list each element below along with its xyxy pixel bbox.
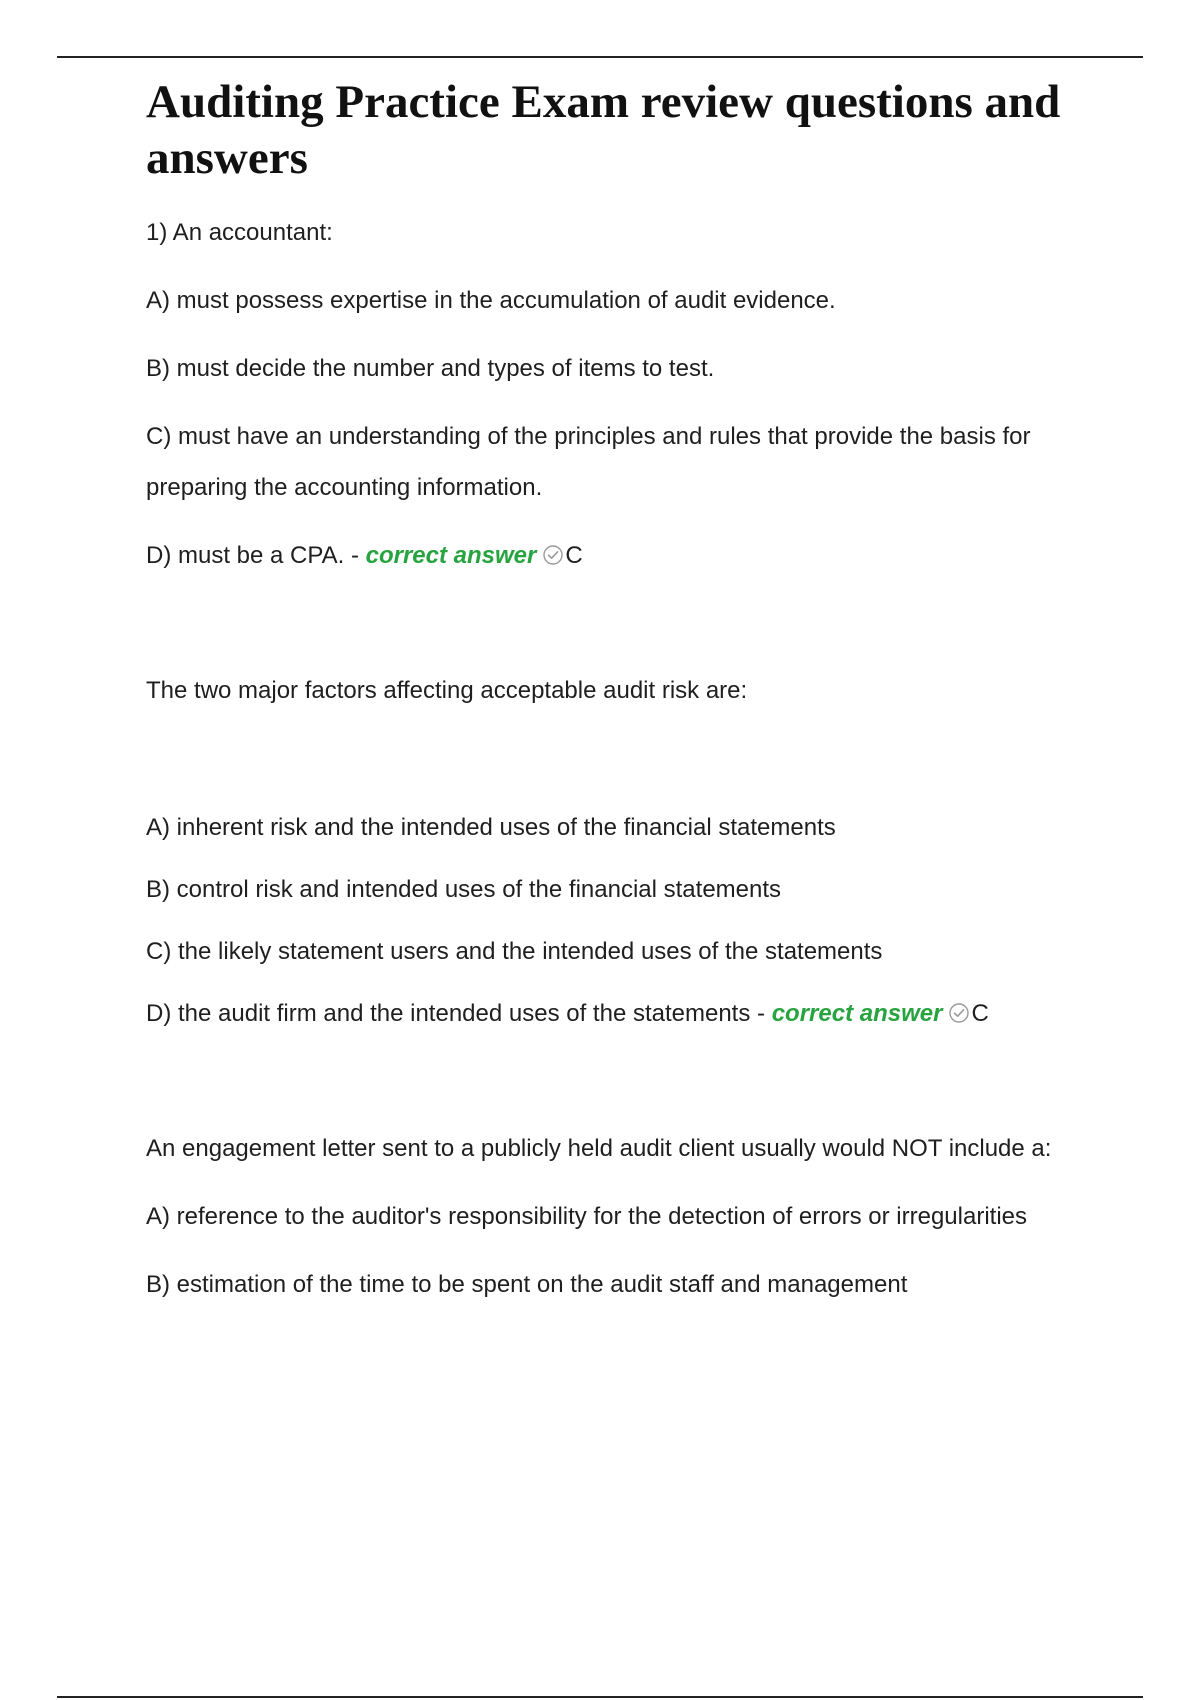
question-2-option-a: A) inherent risk and the intended uses of the financial statements [146, 814, 836, 841]
question-2-answer: C [971, 1000, 989, 1027]
document-body [146, 70, 1106, 1310]
question-3-option-b: B) estimation of the time to be spent on the audit staff and management [146, 1271, 908, 1298]
question-1-prompt: 1) An accountant: [146, 219, 333, 246]
question-1-option-c: C) must have an understanding of the principles and rules that provide the basis for preparing the accounting information. [146, 423, 1031, 501]
question-1-correct-label: correct answer [365, 542, 537, 569]
question-3-option-a: A) reference to the auditor's responsibility for the detection of errors or irregularities [146, 1203, 1027, 1230]
page-title: Auditing Practice Exam review questions and answers [146, 76, 1061, 184]
question-2-prompt: The two major factors affecting acceptable audit risk are: [146, 677, 748, 704]
question-2-option-b: B) control risk and intended uses of the financial statements [146, 876, 782, 903]
question-2-option-d [146, 988, 1106, 1039]
question-2-option-d-text: D) the audit firm and the intended uses of the statements - [146, 1000, 772, 1027]
bottom-rule [57, 1696, 1143, 1698]
check-badge-icon [948, 991, 970, 1013]
question-1-answer: C [565, 542, 583, 569]
question-1-option-d [146, 530, 1106, 581]
question-3-prompt: An engagement letter sent to a publicly held audit client usually would NOT include a: [146, 1135, 1052, 1162]
question-1-option-b: B) must decide the number and types of items to test. [146, 355, 715, 382]
top-rule [57, 56, 1143, 58]
question-1-option-d-text: D) must be a CPA. - [146, 542, 366, 569]
check-badge-icon [542, 533, 564, 555]
question-2-correct-label: correct answer [771, 1000, 943, 1027]
question-2-option-c: C) the likely statement users and the intended uses of the statements [146, 938, 883, 965]
question-1-option-a: A) must possess expertise in the accumulation of audit evidence. [146, 287, 836, 314]
